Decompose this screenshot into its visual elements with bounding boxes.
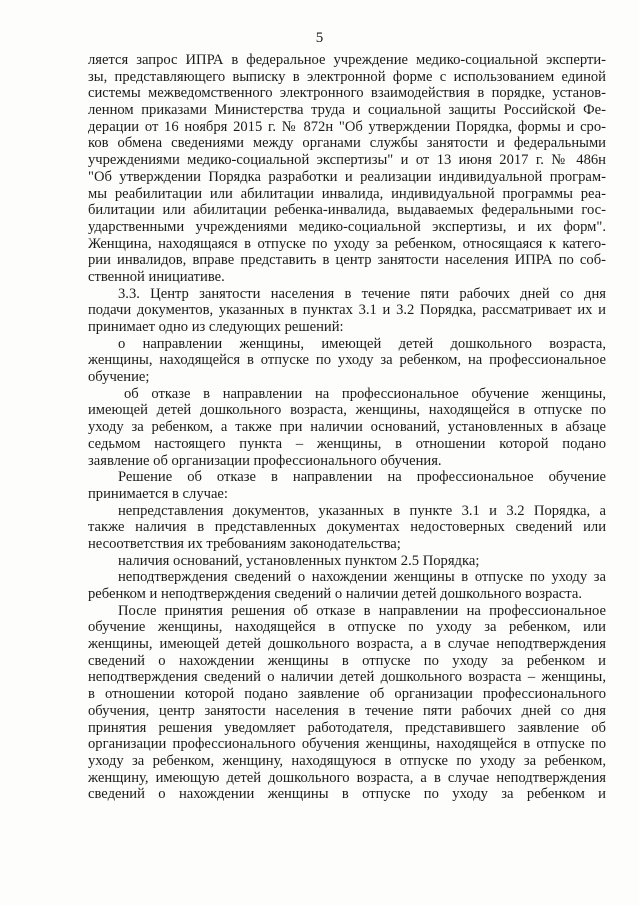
text-line: женщины, находящейся в отпуске по уходу за ребенком, на профессиональное (88, 352, 606, 369)
text-line: ственной инициативе. (88, 268, 225, 285)
text-line: заявление об организации профессионального обучения. (88, 452, 442, 469)
text-line: уходу за ребенком, женщину, находящуюся в отпуске по уходу за ребенком, (88, 752, 606, 769)
text-line: о направлении женщины, имеющей детей дошкольного возраста, (118, 335, 606, 352)
text-line: обучения, центр занятости населения в течение пяти рабочих дней со дня (88, 702, 606, 719)
text-line: дерации от 16 ноября 2015 г. № 872н "Об утверждении Порядка, формы и сро- (88, 118, 606, 135)
text-line: уходу за ребенком, а также при наличии оснований, установленных в абзаце (88, 419, 606, 436)
text-line: имеющей детей дошкольного возраста, женщины, находящейся в отпуске по (88, 402, 606, 419)
text-line: об отказе в направлении на профессиональное обучение женщины, (124, 385, 606, 402)
text-line: непредставления документов, указанных в пункте 3.1 и 3.2 Порядка, а (118, 502, 606, 519)
text-line: рии инвалидов, вправе представить в центр занятости населения ИПРА по соб- (88, 252, 606, 269)
text-line: ударственными учреждениями медико-социальной экспертизы, и их форм". (88, 218, 606, 235)
text-line: неподтверждения сведений о наличии детей дошкольного возраста – женщины, (88, 669, 606, 686)
text-line: сведений о нахождении женщины в отпуске по уходу за ребенком и (88, 652, 606, 669)
text-line: седьмом настоящего пункта – женщины, в отношении которой подано (88, 435, 606, 452)
text-line: Решение об отказе в направлении на профессиональное обучение (118, 469, 606, 486)
text-line: билитации или абилитации ребенка-инвалида, выдаваемых федеральными гос- (88, 202, 606, 219)
text-line: "Об утверждении Порядка разработки и реализации индивидуальной програм- (88, 168, 606, 185)
text-line: женщины, имеющей детей дошкольного возраста, а в случае неподтверждения (88, 636, 606, 653)
text-line: 3.3. Центр занятости населения в течение пяти рабочих дней со дня (118, 285, 606, 302)
text-line: ленном приказами Министерства труда и социальной защиты Российской Фе- (88, 102, 606, 119)
text-line: системы межведомственного электронного взаимодействия в порядке, установ- (88, 85, 606, 102)
text-line: обучение; (88, 369, 150, 386)
text-line: ляется запрос ИПРА в федеральное учреждение медико-социальной эксперти- (88, 52, 606, 68)
text-line: организации профессионального обучения женщины, находящейся в отпуске по (88, 736, 606, 753)
text-line: ков обмена сведениями между органами службы занятости и федеральными (88, 135, 606, 152)
text-line: неподтверждения сведений о нахождении женщины в отпуске по уходу за (118, 569, 606, 586)
text-line: принимается в случае: (88, 485, 228, 502)
page-number: 5 (315, 30, 324, 46)
text-line: мы реабилитации или абилитации инвалида, индивидуальной программы реа- (88, 185, 606, 202)
text-line: зы, представляющего выписку в электронной форме с использованием единой (88, 68, 606, 85)
text-line: учреждениями медико-социальной экспертизы" и от 13 июня 2017 г. № 486н (88, 152, 606, 169)
text-line: несоответствия их требованиям законодательства; (88, 535, 401, 552)
text-line: в отношении которой подано заявление об организации профессионального (88, 686, 606, 703)
text-line: сведений о нахождении женщины в отпуске по уходу за ребенком и (88, 786, 606, 803)
text-line: Женщина, находящаяся в отпуске по уходу за ребенком, относящаяся к катего- (88, 235, 606, 252)
text-line: ребенком и неподтверждения сведений о наличии детей дошкольного возраста. (88, 586, 582, 602)
text-line: После принятия решения об отказе в направлении на профессиональное (118, 602, 606, 619)
text-line: подачи документов, указанных в пунктах 3.1 и 3.2 Порядка, рассматривает их и (88, 302, 606, 319)
text-line: обучение женщины, находящейся в отпуске по уходу за ребенком, или (88, 619, 606, 636)
text-line: наличия оснований, установленных пунктом 2.5 Порядка; (118, 552, 480, 569)
text-line: женщину, имеющую детей дошкольного возраста, а в случае неподтверждения (88, 769, 606, 786)
document-body (88, 52, 606, 803)
text-line: принимает одно из следующих решений: (88, 319, 344, 335)
text-line: также наличия в представленных документах недостоверных сведений или (88, 519, 606, 536)
text-line: принятия решения уведомляет работодателя, представившего заявление об (88, 719, 606, 736)
